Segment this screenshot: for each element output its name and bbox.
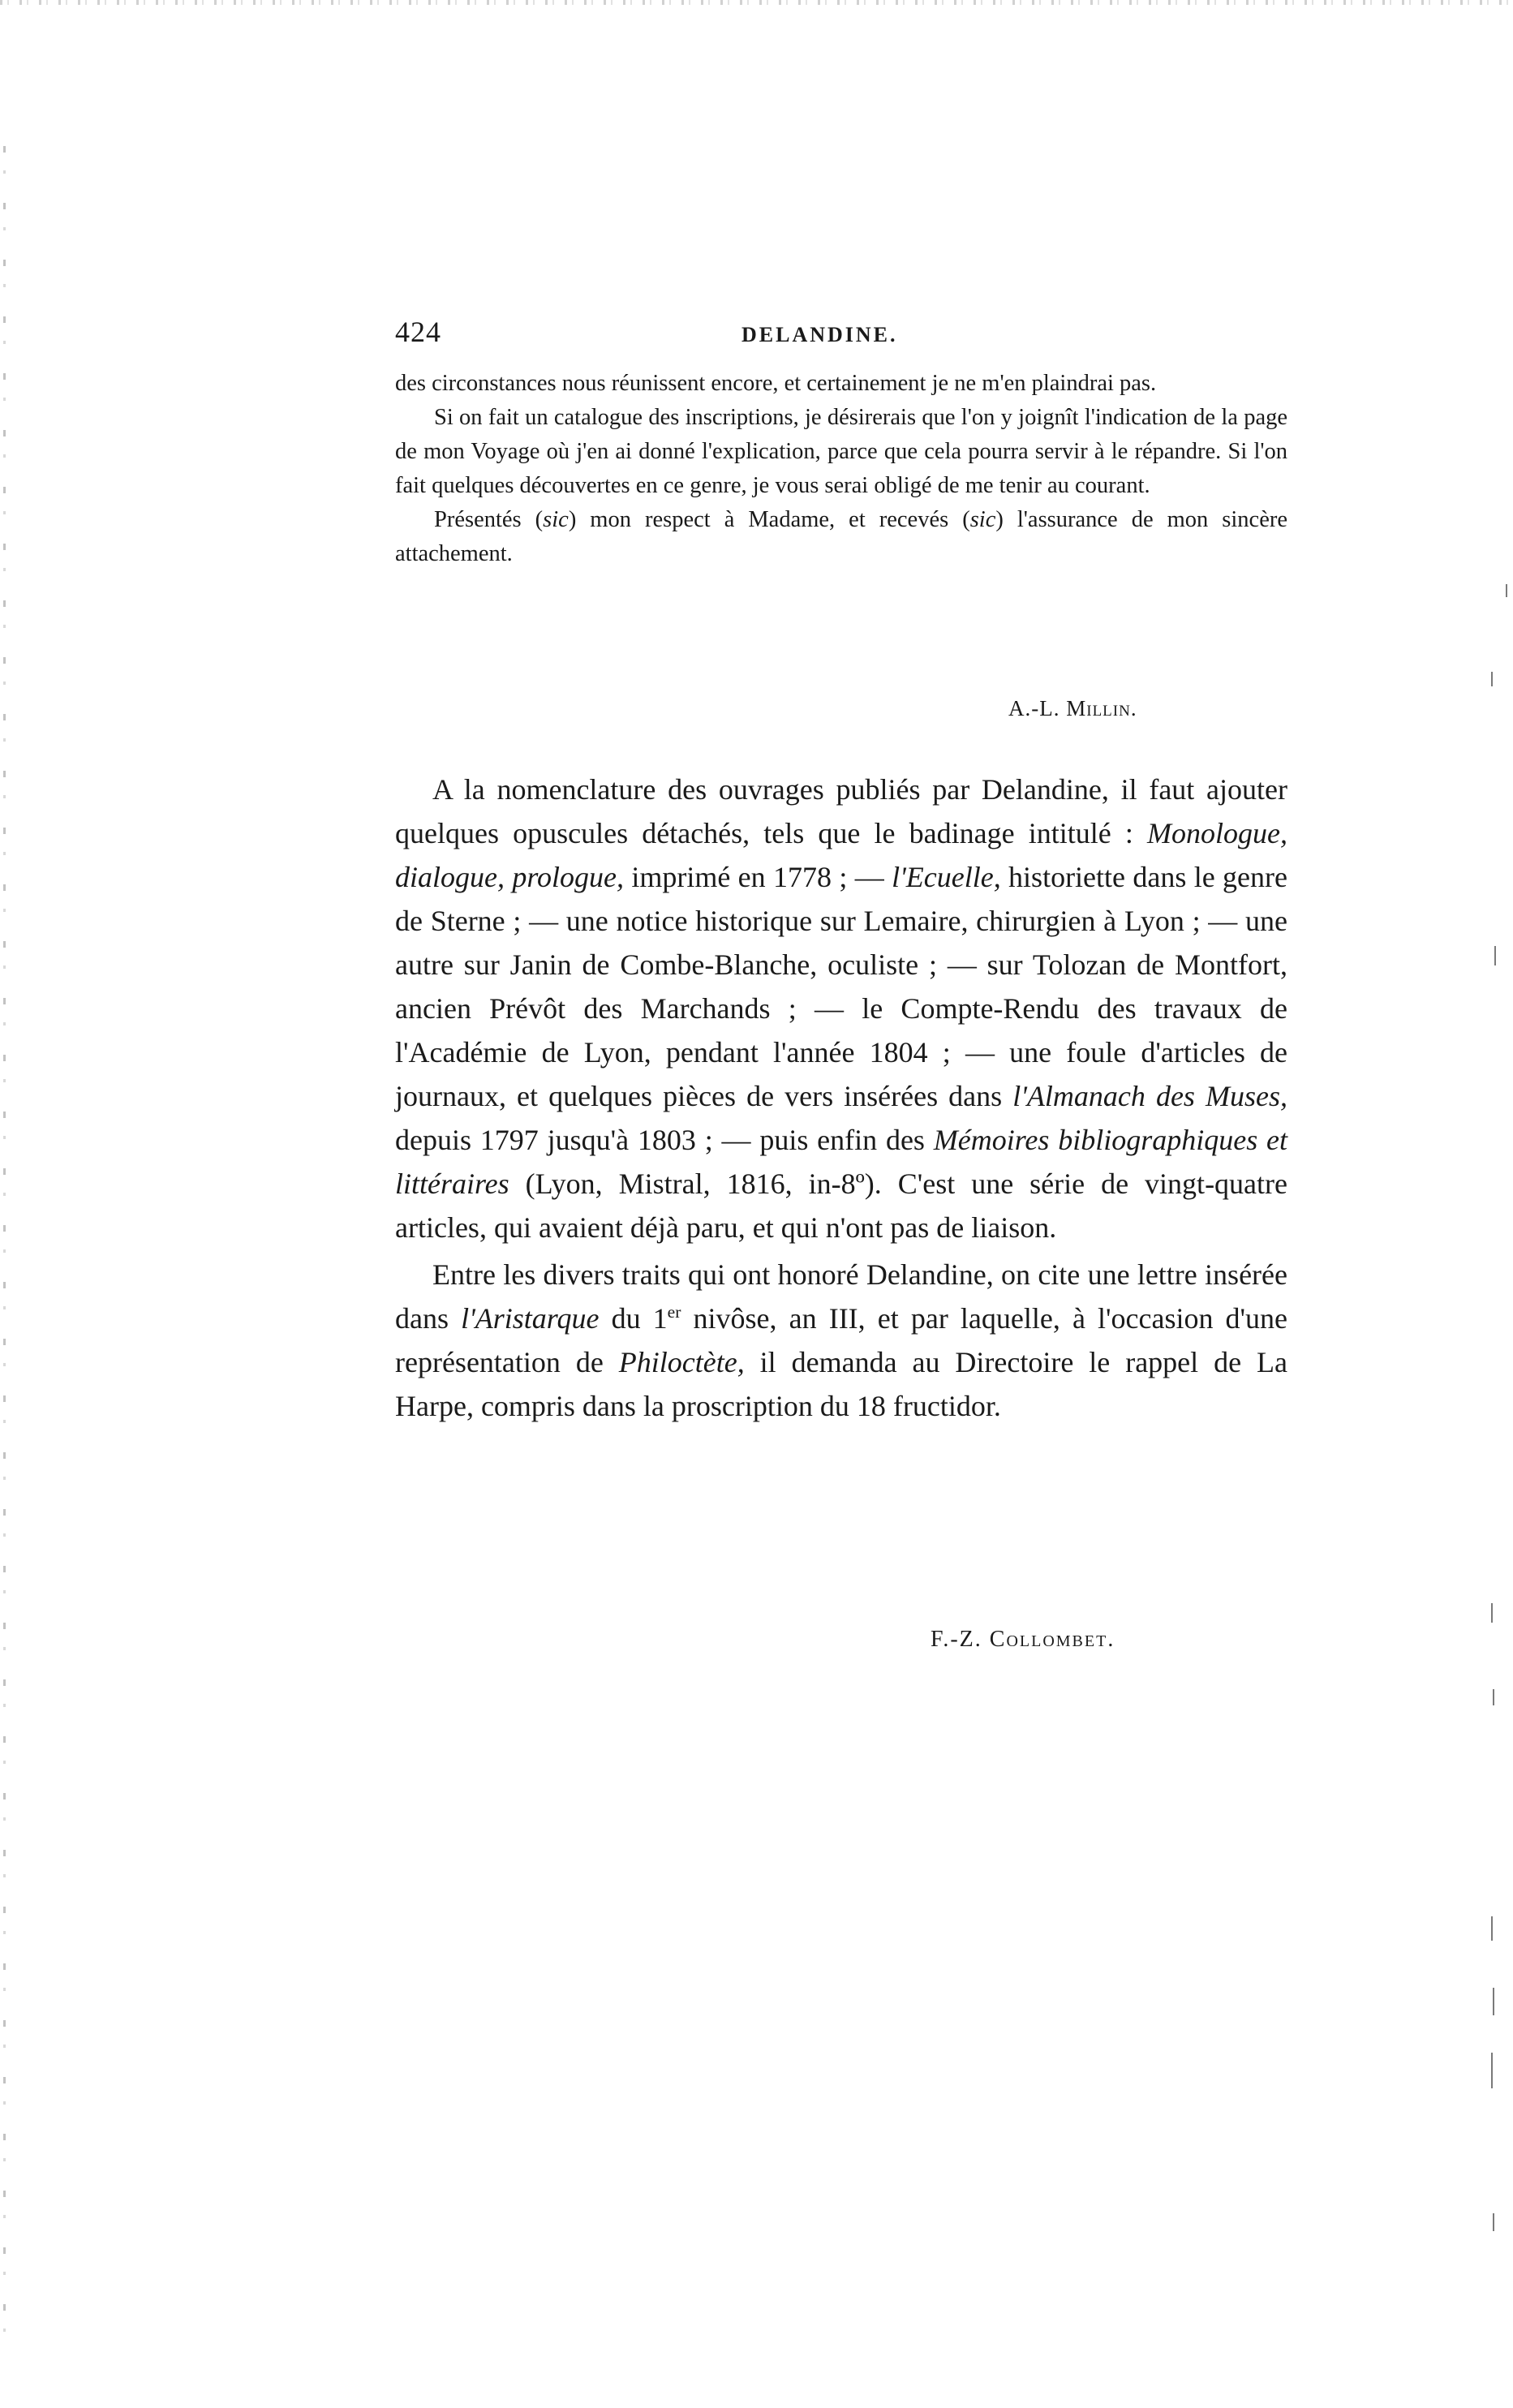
margin-mark xyxy=(1491,672,1493,686)
margin-mark xyxy=(1493,2213,1494,2231)
main-text xyxy=(395,768,1287,1428)
author-signature: F.-Z. Collombet. xyxy=(931,1627,1115,1652)
letter-excerpt xyxy=(395,367,1287,571)
margin-mark xyxy=(1491,2053,1493,2088)
letter-signature: A.-L. Millin. xyxy=(1008,696,1137,720)
running-head: DELANDINE. xyxy=(741,323,898,346)
letter-paragraph: Présentés (sic) mon respect à Madame, et recevés (sic) l'assurance de mon sincère attachement. xyxy=(395,507,1287,566)
page-top-edge-noise xyxy=(0,0,1513,5)
margin-mark xyxy=(1494,946,1496,965)
margin-mark xyxy=(1491,1603,1493,1623)
margin-mark xyxy=(1491,1916,1493,1941)
letter-paragraph: Si on fait un catalogue des inscriptions, je désirerais que l'on y joignît l'indication de la page de mon Voyage où j'en ai donné l'explication, parce que cela pourra servir à le répandre. Si l'on fait quelques découvertes en ce genre, je vous serai obligé de me tenir au courant. xyxy=(395,405,1287,498)
letter-paragraph: des circonstances nous réunissent encore, et certainement je ne m'en plaindrai pas. xyxy=(395,371,1157,396)
page-number: 424 xyxy=(395,316,441,348)
page-left-edge-noise xyxy=(3,146,6,2337)
margin-mark xyxy=(1493,1689,1494,1705)
margin-mark xyxy=(1493,1988,1494,2015)
margin-mark xyxy=(1506,584,1507,597)
main-paragraph: A la nomenclature des ouvrages publiés par Delandine, il faut ajouter quelques opuscules détachés, tels que le badinage intitulé : Monologue, dialogue, prologue, imprimé en 1778 ; — l'Ecuelle, historiette dans le genre de Sterne ; — une notice historique sur Lemaire, chirurgien à Lyon ; — une autre sur Janin de Combe-Blanche, oculiste ; — sur Tolozan de Montfort, ancien Prévôt des Marchands ; — le Compte-Rendu des travaux de l'Académie de Lyon, pendant l'année 1804 ; — une foule d'articles de journaux, et quelques pièces de vers insérées dans l'Almanach des Muses, depuis 1797 jusqu'à 1803 ; — puis enfin des Mémoires bibliographiques et littéraires (Lyon, Mistral, 1816, in-8º). C'est une série de vingt-quatre articles, qui avaient déjà paru, et qui n'ont pas de liaison. xyxy=(395,773,1287,1244)
page-header xyxy=(395,315,1287,363)
main-paragraph: Entre les divers traits qui ont honoré Delandine, on cite une lettre insérée dans l'Aristarque du 1er nivôse, an III, et par laquelle, à l'occasion d'une représentation de Philoctète, il demanda au Directoire le rappel de La Harpe, compris dans la proscription du 18 fructidor. xyxy=(395,1258,1288,1422)
